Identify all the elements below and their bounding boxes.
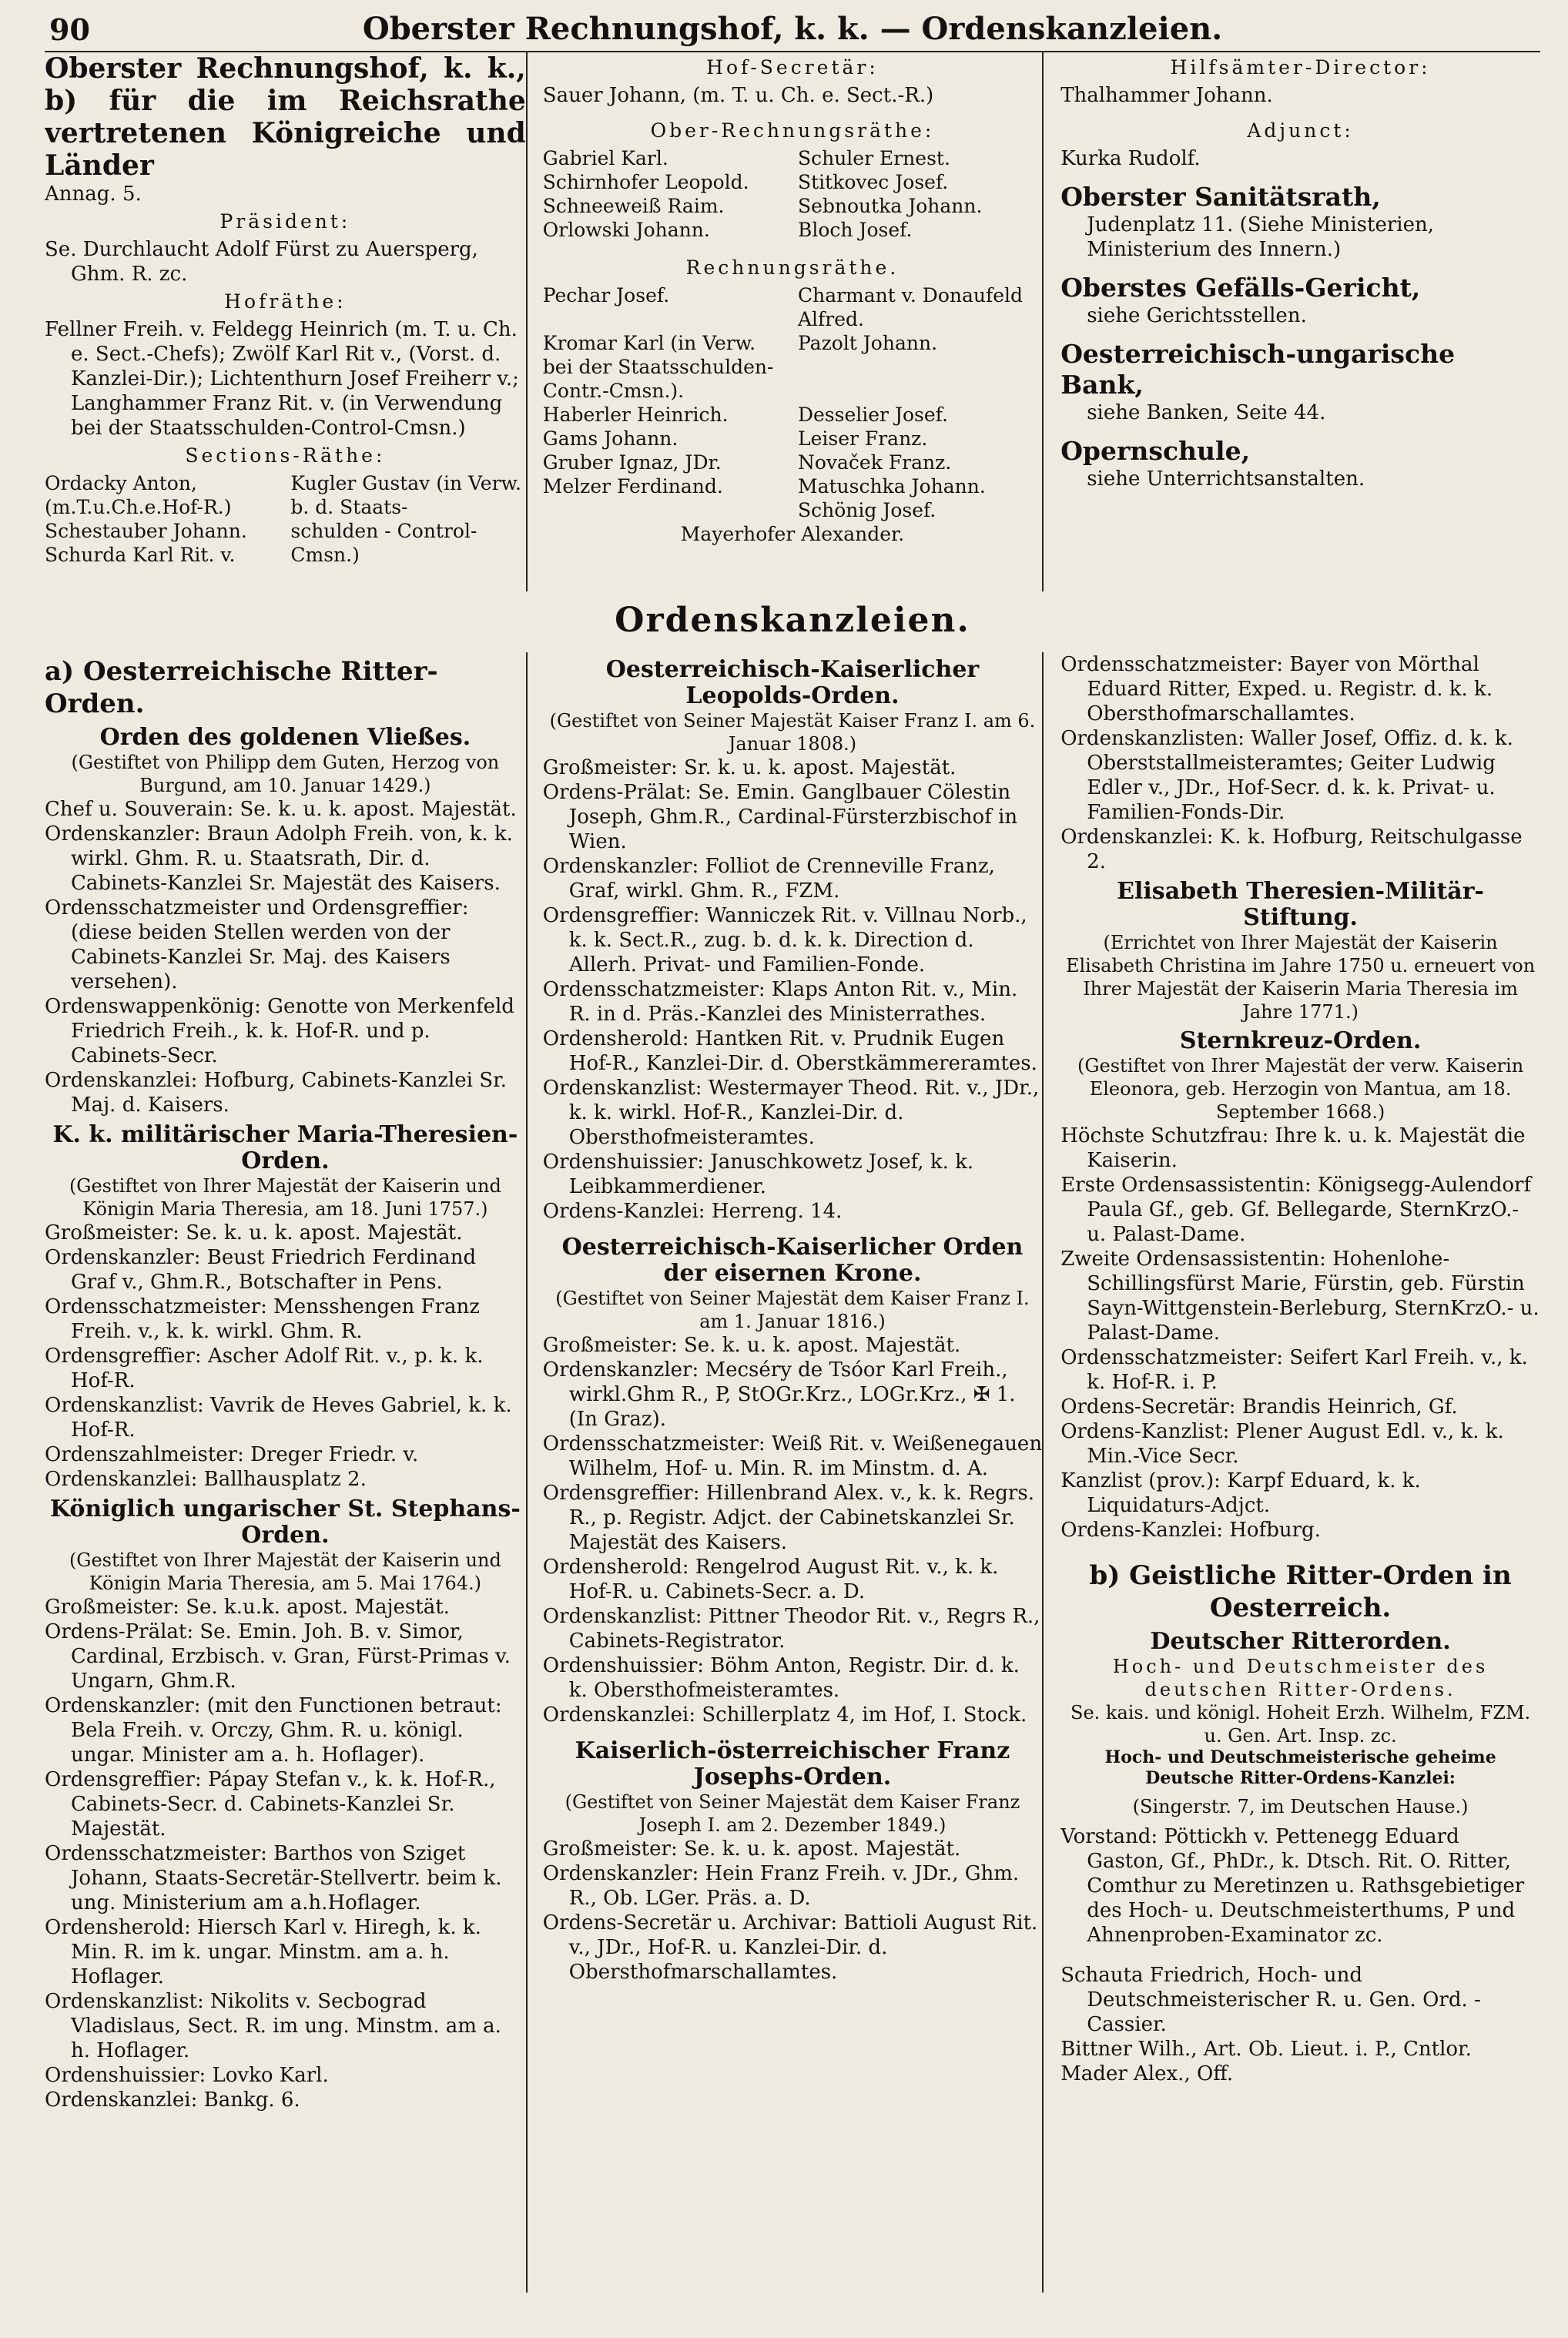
list-item: Ordacky Anton, (m.T.u.Ch.e.Hof-R.) xyxy=(45,472,232,518)
order-line: Schauta Friedrich, Hoch- und Deutschmeisterischer R. u. Gen. Ord. - Cassier. xyxy=(1060,1964,1481,2036)
adjunct: Kurka Rudolf. xyxy=(1060,147,1201,170)
order-line: Großmeister: Se. k. u. k. apost. Majestät. xyxy=(542,1837,961,1861)
section-heading: a) Oesterreichische Ritter-Orden. xyxy=(45,656,438,719)
order-line: Ordensgreffier: Wanniczek Rit. v. Villnau Norb., k. k. Sect.R., zug. b. d. k. k. Direction d. Allerh. Privat- und Familien-Fonde. xyxy=(542,904,1027,976)
list-item: Bloch Josef. xyxy=(797,219,913,241)
entry-text: siehe Unterrichtsanstalten. xyxy=(1087,467,1365,491)
order-line: Ordenskanzlist: Westermayer Theod. Rit. v., JDr., k. k. wirkl. Hof-R., Kanzlei-Dir. d. Obersthofmeisteramtes. xyxy=(542,1077,1040,1149)
list-item: Schneeweiß Raim. xyxy=(542,195,725,217)
list-item: Orlowski Johann. xyxy=(542,219,710,241)
order-line: Ordensgreffier: Ascher Adolf Rit. v., p. k. k. Hof-R. xyxy=(45,1345,484,1392)
order-line: Ordensschatzmeister: Barthos von Sziget Johann, Staats-Secretär-Stellvertr. beim k. ung. Ministerium am a.h.Hoflager. xyxy=(45,1842,502,1914)
list-item: Novaček Franz. xyxy=(797,451,952,474)
order-line: Ordens-Kanzlei: Hofburg. xyxy=(1060,1519,1321,1542)
order-line: Ordenskanzlist: Vavrik de Heves Gabriel, k. k. Hof-R. xyxy=(45,1394,512,1442)
order-note: (Gestiftet von Seiner Majestät dem Kaiser Franz Joseph I. am 2. Dezember 1849.) xyxy=(565,1791,1020,1836)
entry-title: Opernschule, xyxy=(1060,436,1251,466)
order-line: Ordensschatzmeister: Bayer von Mörthal Eduard Ritter, Exped. u. Registr. d. k. k. Obersthofmarschallamtes. xyxy=(1060,653,1493,725)
list-item xyxy=(543,498,787,522)
order-title: Orden des goldenen Vließes. xyxy=(99,724,471,751)
order-line: Ordenskanzlei: Schillerplatz 4, im Hof, I. Stock. xyxy=(542,1703,1027,1727)
order-line: Ordensschatzmeister: Klaps Anton Rit. v., Min. R. in d. Präs.-Kanzlei des Ministerrathes. xyxy=(542,978,1018,1026)
order-line: Ordens-Prälat: Se. Emin. Ganglbauer Cölestin Joseph, Ghm.R., Cardinal-Fürsterzbischof in Wien. xyxy=(542,781,1018,853)
list-item: Schirnhofer Leopold. xyxy=(542,171,749,193)
order-kanzlei: Hoch- und Deutschmeisterische geheime Deutsche Ritter-Ordens-Kanzlei: xyxy=(1104,1747,1496,1788)
list-item: Gruber Ignaz, JDr. xyxy=(542,451,722,474)
top-column-1 xyxy=(45,52,528,591)
order-line: Ordensherold: Hantken Rit. v. Prudnik Eugen Hof-R., Kanzlei-Dir. d. Oberstkämmereramtes. xyxy=(542,1027,1037,1075)
list-item: Haberler Heinrich. xyxy=(542,404,729,426)
list-item: Charmant v. Donaufeld Alfred. xyxy=(797,284,1024,330)
hilfsaemter: Thalhammer Johann. xyxy=(1060,84,1273,107)
rechnungsraethe-list xyxy=(543,283,1042,522)
order-line: Ordenszahlmeister: Dreger Friedr. v. xyxy=(45,1443,419,1466)
order-note: (Gestiftet von Ihrer Majestät der Kaiserin und Königin Maria Theresia, am 18. Juni 1757.) xyxy=(69,1175,501,1220)
order-line: Ordens-Prälat: Se. Emin. Joh. B. v. Simor, Cardinal, Erzbisch. v. Gran, Fürst-Primas v. Ungarn, Ghm.R. xyxy=(45,1620,511,1693)
list-item: Desselier Josef. xyxy=(797,404,948,426)
list-item: Mayerhofer Alexander. xyxy=(680,523,905,545)
order-title: Elisabeth Theresien-Militär-Stiftung. xyxy=(1117,878,1485,931)
entry-title: Oesterreichisch-ungarische Bank, xyxy=(1060,339,1456,400)
order-line: Ordensschatzmeister: Mensshengen Franz Freih. v., k. k. wirkl. Ghm. R. xyxy=(45,1295,480,1343)
entry-text: siehe Gerichtsstellen. xyxy=(1087,304,1307,327)
list-item: Leiser Franz. xyxy=(797,427,928,450)
order-line: Ordenswappenkönig: Genotte von Merkenfeld Friedrich Freih., k. k. Hof-R. und p. Cabinets-Secr. xyxy=(45,995,514,1067)
order-line: Ordens-Secretär u. Archivar: Battioli August Rit. v., JDr., Hof-R. u. Kanzlei-Dir. d. Obersthofmarschallamtes. xyxy=(542,1911,1038,1984)
list-item: Kugler Gustav (in Verw. b. d. Staats- xyxy=(290,472,521,518)
bottom-section xyxy=(45,652,1540,2293)
label-hofsecretaer: Hof-Secretär: xyxy=(706,56,879,79)
label-hilfsaemter: Hilfsämter-Director: xyxy=(1170,56,1431,79)
sectionsraethe-list xyxy=(45,471,526,567)
order-line: Vorstand: Pöttickh v. Pettenegg Eduard Gaston, Gf., PhDr., k. Dtsch. Rit. O. Ritter, Comthur zu Meretinzen u. Rathsgebietiger des Hoch- u. Deutschmeisterthums, P und Ahnenproben-Examinator zc. xyxy=(1060,1825,1525,1947)
praesident: Se. Durchlaucht Adolf Fürst zu Auersperg, Ghm. R. zc. xyxy=(45,238,478,286)
section-heading: b) Geistliche Ritter-Orden in Oesterreich. xyxy=(1089,1560,1512,1623)
order-line: Ordensgreffier: Pápay Stefan v., k. k. Hof-R., Cabinets-Secr. d. Cabinets-Kanzlei Sr. Majestät. xyxy=(45,1768,496,1841)
entry-text: siehe Banken, Seite 44. xyxy=(1087,401,1326,424)
list-item: Schurda Karl Rit. v. xyxy=(45,544,236,566)
order-line: Höchste Schutzfrau: Ihre k. u. k. Majestät die Kaiserin. xyxy=(1060,1124,1526,1172)
label-oberrechnungsraethe: Ober-Rechnungsräthe: xyxy=(650,119,935,142)
order-line: Ordensgreffier: Hillenbrand Alex. v., k. k. Regrs. R., p. Registr. Adjct. der Cabinetskanzlei Sr. Majestät des Kaisers. xyxy=(542,1482,1034,1554)
list-item: Gabriel Karl. xyxy=(542,147,668,169)
list-item: Schönig Josef. xyxy=(797,499,936,521)
order-line: Ordensherold: Rengelrod August Rit. v., k. k. Hof-R. u. Cabinets-Secr. a. D. xyxy=(542,1556,999,1603)
list-item: Stitkovec Josef. xyxy=(797,171,949,193)
entry-title: Oberster Rechnungshof, k. k., b) für die im Reichsrathe vertretenen Königreiche und Länder xyxy=(45,52,526,182)
oberrechnungsraethe-list xyxy=(543,146,1042,242)
list-item: Kromar Karl (in Verw. bei der Staatsschulden-Contr.-Cmsn.). xyxy=(542,332,774,402)
top-section xyxy=(45,52,1540,591)
list-item: Sebnoutka Johann. xyxy=(797,195,983,217)
order-line: Ordenskanzler: Hein Franz Freih. v. JDr., Ghm. R., Ob. LGer. Präs. a. D. xyxy=(542,1862,1020,1910)
order-line: Großmeister: Se. k. u. k. apost. Majestät. xyxy=(45,1221,463,1244)
order-subtitle: Hoch- und Deutschmeister des deutschen Ritter-Ordens. xyxy=(1112,1656,1489,1700)
list-item: Melzer Ferdinand. xyxy=(542,475,723,497)
order-title: Oesterreichisch-Kaiserlicher Leopolds-Orden. xyxy=(605,656,980,709)
order-line: Ordens-Secretär: Brandis Heinrich, Gf. xyxy=(1060,1395,1458,1419)
order-line: Chef u. Souverain: Se. k. u. k. apost. Majestät. xyxy=(45,798,517,821)
order-line: Ordenshuissier: Januschkowetz Josef, k. k. Leibkammerdiener. xyxy=(542,1151,974,1198)
hofraethe: Fellner Freih. v. Feldegg Heinrich (m. T. u. Ch. e. Sect.-Chefs); Zwölf Karl Rit v., (Vorst. d. Kanzlei-Dir.); Lichtenthurn Josef Freiherr v.; Langhammer Franz Rit. v. (in Verwendung bei der Staatsschulden-Control-Cmsn.) xyxy=(45,318,519,440)
order-line: Ordens-Kanzlei: Herreng. 14. xyxy=(542,1200,843,1223)
list-item: Pechar Josef. xyxy=(542,284,670,306)
order-line: Ordenskanzlei: Ballhausplatz 2. xyxy=(45,1468,367,1491)
running-title: Oberster Rechnungshof, k. k. — Ordenskanzleien. xyxy=(362,11,1223,47)
order-line: Ordenskanzlist: Pittner Theodor Rit. v., Regrs R., Cabinets-Registrator. xyxy=(542,1605,1040,1653)
order-line: Großmeister: Se. k.u.k. apost. Majestät. xyxy=(45,1596,450,1619)
order-line: Großmeister: Sr. k. u. k. apost. Majestät. xyxy=(542,756,957,779)
order-line: Ordenskanzler: Beust Friedrich Ferdinand Graf v., Ghm.R., Botschafter in Pens. xyxy=(45,1246,477,1294)
order-text: Se. kais. und königl. Hoheit Erzh. Wilhelm, FZM. u. Gen. Art. Insp. zc. xyxy=(1070,1702,1531,1747)
entry-text: Judenplatz 11. (Siehe Ministerien, Ministerium des Innern.) xyxy=(1087,213,1434,261)
order-line: Ordenskanzler: Braun Adolph Freih. von, k. k. wirkl. Ghm. R. u. Staatsrath, Dir. d. Cabinets-Kanzlei Sr. Majestät des Kaisers. xyxy=(45,822,513,895)
order-line: Ordenshuissier: Böhm Anton, Registr. Dir. d. k. k. Obersthofmeisteramtes. xyxy=(542,1654,1020,1702)
order-line: Zweite Ordensassistentin: Hohenlohe-Schillingsfürst Marie, Fürstin, geb. Fürstin Sayn-Wittgenstein-Berleburg, SternKrzO.- u. Palast-Dame. xyxy=(1060,1248,1540,1345)
order-line: Ordenskanzler: (mit den Functionen betraut: Bela Freih. v. Orczy, Ghm. R. u. königl. ungar. Minister am a. h. Hoflager). xyxy=(45,1694,502,1767)
hofsecretaer: Sauer Johann, (m. T. u. Ch. e. Sect.-R.) xyxy=(542,84,934,107)
bottom-column-2 xyxy=(543,652,1044,2293)
order-title: Kaiserlich-österreichischer Franz Josephs-Orden. xyxy=(575,1737,1010,1790)
order-title: Deutscher Ritterorden. xyxy=(1150,1628,1451,1655)
entry-title: Oberster Sanitätsrath, xyxy=(1060,182,1381,212)
list-item: schulden - Control- xyxy=(290,520,477,542)
section-title: Ordenskanzleien. xyxy=(615,601,970,640)
list-item: Pazolt Johann. xyxy=(797,332,938,354)
order-note: (Gestiftet von Seiner Majestät dem Kaiser Franz I. am 1. Januar 1816.) xyxy=(555,1288,1030,1332)
order-line: Ordenskanzlist: Nikolits v. Secbograd Vladislaus, Sect. R. im ung. Minstm. am a. h. Hoflager. xyxy=(45,1990,501,2062)
order-title: Oesterreichisch-Kaiserlicher Orden der eisernen Krone. xyxy=(561,1234,1024,1287)
top-column-2 xyxy=(543,52,1044,591)
address: Annag. 5. xyxy=(45,183,142,206)
order-note: (Gestiftet von Philipp dem Guten, Herzog von Burgund, am 10. Januar 1429.) xyxy=(71,752,500,796)
label-hofraethe: Hofräthe: xyxy=(224,290,347,313)
label-praesident: Präsident: xyxy=(219,210,351,233)
entry-title: Oberstes Gefälls-Gericht, xyxy=(1060,273,1421,303)
order-line: Ordenskanzlei: Hofburg, Cabinets-Kanzlei Sr. Maj. d. Kaisers. xyxy=(45,1069,507,1117)
order-line: Ordensschatzmeister: Weiß Rit. v. Weißenegauen Wilhelm, Hof- u. Min. R. im Minstm. d. A. xyxy=(542,1432,1043,1480)
list-item: Matuschka Johann. xyxy=(797,475,986,497)
top-column-3 xyxy=(1060,52,1540,591)
list-item: Schestauber Johann. xyxy=(45,520,247,542)
order-title: K. k. militärischer Maria-Theresien-Orden. xyxy=(52,1121,518,1174)
list-item: Cmsn.) xyxy=(290,544,360,566)
running-header xyxy=(45,8,1540,52)
order-line: Ordensherold: Hiersch Karl v. Hiregh, k. k. Min. R. im k. ungar. Minstm. am a. h. Hoflager. xyxy=(45,1916,481,1988)
page-number: 90 xyxy=(49,12,90,47)
order-address: (Singerstr. 7, im Deutschen Hause.) xyxy=(1132,1796,1469,1817)
order-line: Ordenshuissier: Lovko Karl. xyxy=(45,2064,329,2087)
bottom-column-1 xyxy=(45,652,528,2293)
order-note: (Errichtet von Ihrer Majestät der Kaiserin Elisabeth Christina im Jahre 1750 u. erneuert von Ihrer Majestät der Kaiserin Maria Theresia im Jahre 1771.) xyxy=(1065,932,1536,1023)
bottom-column-3 xyxy=(1060,652,1540,2293)
label-adjunct: Adjunct: xyxy=(1247,119,1354,142)
label-sectionsraethe: Sections-Räthe: xyxy=(185,444,386,467)
order-line: Ordenskanzlisten: Waller Josef, Offiz. d. k. k. Oberststallmeisteramtes; Geiter Ludwig Edler v., JDr., Hof-Secr. d. k. k. Privat- u. Familien-Fonds-Dir. xyxy=(1060,727,1513,824)
order-line: Kanzlist (prov.): Karpf Eduard, k. k. Liquidaturs-Adjct. xyxy=(1060,1469,1421,1517)
order-line: Ordenskanzler: Folliot de Crenneville Franz, Graf, wirkl. Ghm. R., FZM. xyxy=(542,855,995,903)
order-line: Ordensschatzmeister: Seifert Karl Freih. v., k. k. Hof-R. i. P. xyxy=(1060,1346,1528,1394)
order-line: Ordensschatzmeister und Ordensgreffier: (diese beiden Stellen werden von der Cabinets-Kanzlei Sr. Maj. des Kaisers versehen). xyxy=(45,896,469,993)
order-line: Ordenskanzler: Mecséry de Tsóor Karl Freih., wirkl.Ghm R., P, StOGr.Krz., LOGr.Krz., ✠ 1. (In Graz). xyxy=(542,1358,1016,1431)
order-line: Bittner Wilh., Art. Ob. Lieut. i. P., Cntlor. xyxy=(1060,2038,1472,2061)
order-note: (Gestiftet von Seiner Majestät Kaiser Franz I. am 6. Januar 1808.) xyxy=(549,710,1036,755)
order-line: Ordenskanzlei: K. k. Hofburg, Reitschulgasse 2. xyxy=(1060,826,1523,873)
order-note: (Gestiftet von Ihrer Majestät der verw. Kaiserin Eleonora, geb. Herzogin von Mantua, am 18. September 1668.) xyxy=(1077,1055,1524,1123)
order-line: Großmeister: Se. k. u. k. apost. Majestät. xyxy=(542,1334,961,1357)
order-line: Mader Alex., Off. xyxy=(1060,2062,1234,2085)
order-line: Ordens-Kanzlist: Plener August Edl. v., k. k. Min.-Vice Secr. xyxy=(1060,1420,1504,1468)
order-title: Königlich ungarischer St. Stephans-Orden. xyxy=(49,1496,521,1549)
order-line: Ordenskanzlei: Bankg. 6. xyxy=(45,2088,300,2112)
order-line: Erste Ordensassistentin: Königsegg-Aulendorf Paula Gf., geb. Gf. Bellegarde, SternKrzO.- u. Palast-Dame. xyxy=(1060,1174,1532,1246)
list-item: Schuler Ernest. xyxy=(797,147,950,169)
label-rechnungsraethe: Rechnungsräthe. xyxy=(685,256,900,279)
order-note: (Gestiftet von Ihrer Majestät der Kaiserin und Königin Maria Theresia, am 5. Mai 1764.) xyxy=(69,1549,501,1594)
order-title: Sternkreuz-Orden. xyxy=(1179,1027,1422,1054)
list-item: Gams Johann. xyxy=(542,427,678,450)
